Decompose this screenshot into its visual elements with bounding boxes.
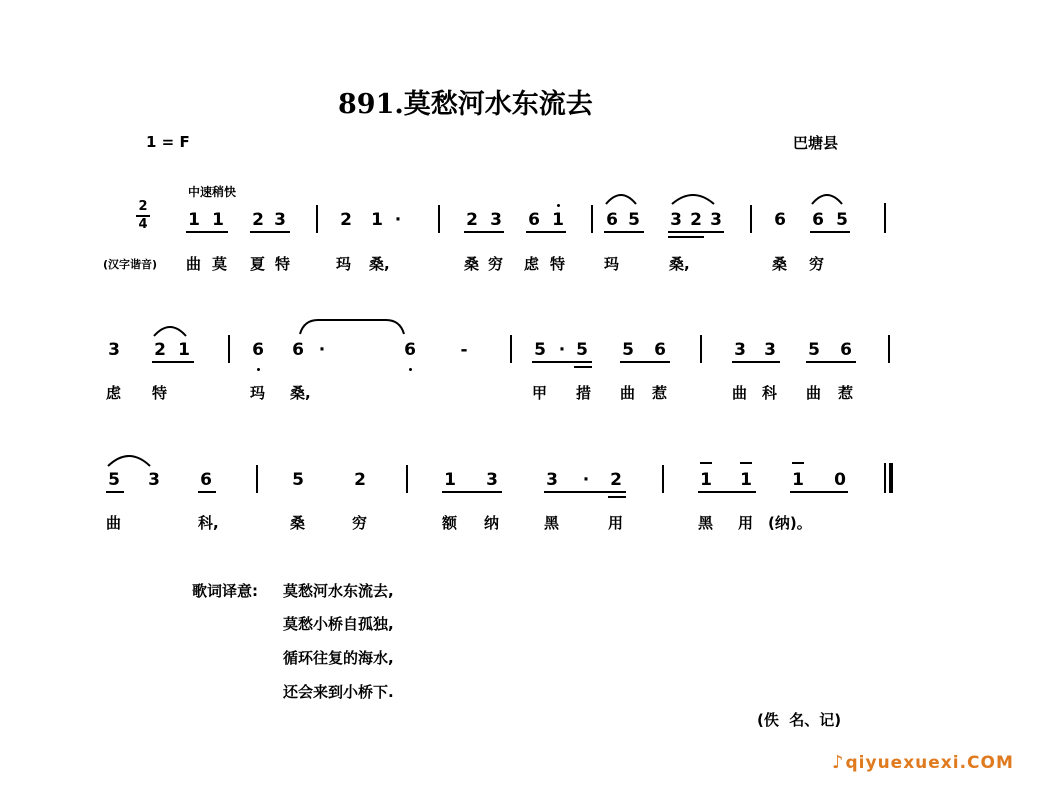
lyric: 曲: [186, 255, 202, 273]
note: 6: [812, 210, 824, 230]
bar-line: [316, 205, 318, 233]
lyric: 桑: [290, 514, 306, 532]
note: 3: [546, 470, 558, 490]
lyric: (纳)。: [768, 514, 812, 532]
time-signature: [136, 200, 150, 232]
note: 5: [836, 210, 848, 230]
note: 6: [840, 340, 852, 360]
note: 1: [371, 210, 383, 230]
note: 1: [444, 470, 456, 490]
note: 2: [354, 470, 366, 490]
bar-line: [700, 335, 702, 363]
note: 3: [108, 340, 120, 360]
lyric: 特: [275, 255, 291, 273]
lyric: 额: [442, 514, 458, 532]
note: 1: [552, 210, 564, 230]
note: 3: [670, 210, 682, 230]
lyric: 穷: [352, 514, 368, 532]
page-title: 891.莫愁河水东流去: [338, 89, 593, 120]
note: 0: [834, 470, 846, 490]
lyric: 玛: [604, 255, 620, 273]
note: 2: [466, 210, 478, 230]
lyric: 桑,: [669, 255, 690, 273]
lyric: 玛: [250, 384, 266, 402]
watermark-note-icon: ♪: [832, 752, 844, 773]
lyric: 惹: [838, 384, 854, 402]
bar-line: [438, 205, 440, 233]
note: 5: [108, 470, 120, 490]
note: 3: [764, 340, 776, 360]
note: 5: [534, 340, 546, 360]
lyric: 科: [762, 384, 778, 402]
final-bar-thin: [884, 463, 886, 493]
lyric: 桑,: [290, 384, 311, 402]
lyric: 莫: [212, 255, 228, 273]
bar-line: [750, 205, 752, 233]
dot: ·: [318, 340, 326, 360]
lyric: 玛: [336, 255, 352, 273]
lyric: 措: [576, 384, 592, 402]
lyric: 科,: [198, 514, 219, 532]
note: 3: [148, 470, 160, 490]
watermark-logo: [832, 752, 1014, 773]
rest-dash: -: [460, 340, 468, 360]
bar-line: [884, 203, 886, 233]
watermark-text: qiyuexuexi.COM: [845, 752, 1014, 773]
bar-line: [591, 205, 593, 233]
lyric: 用: [608, 514, 624, 532]
attribution: (佚 名、记): [757, 711, 842, 729]
note: 1: [740, 470, 752, 490]
note: 5: [576, 340, 588, 360]
lyric: 穷: [488, 255, 504, 273]
note: 1: [188, 210, 200, 230]
lyric: 曲: [732, 384, 748, 402]
time-signature-bottom: 4: [138, 217, 148, 232]
note: 6: [528, 210, 540, 230]
note: 2: [154, 340, 166, 360]
note: 6: [404, 340, 416, 360]
note: 6: [774, 210, 786, 230]
lyric: 桑: [772, 255, 788, 273]
note: 5: [622, 340, 634, 360]
lyric: 夏: [250, 255, 266, 273]
bar-line: [256, 465, 258, 493]
note: 5: [628, 210, 640, 230]
translation-label: 歌词译意:: [192, 582, 258, 600]
lyric: 纳: [484, 514, 500, 532]
lyric: 曲: [620, 384, 636, 402]
time-signature-top: 2: [138, 199, 148, 214]
translation-line: 莫愁小桥自孤独,: [283, 615, 394, 633]
lyric: 桑,: [369, 255, 390, 273]
key-signature: 1 = F: [146, 133, 190, 151]
final-bar-thick: [889, 463, 893, 493]
note: 3: [710, 210, 722, 230]
note: 1: [178, 340, 190, 360]
lyric: 穷: [809, 255, 825, 273]
note: 5: [808, 340, 820, 360]
note: 1: [700, 470, 712, 490]
note: 6: [200, 470, 212, 490]
lyric: 黑: [698, 514, 714, 532]
lyric: 虑: [106, 384, 122, 402]
note: 3: [490, 210, 502, 230]
lyric: 惹: [652, 384, 668, 402]
bar-line: [662, 465, 664, 493]
note: 3: [734, 340, 746, 360]
lyrics-label: (汉字谐音): [103, 258, 158, 271]
translation-line: 循环往复的海水,: [283, 649, 394, 667]
translation-line: 还会来到小桥下.: [283, 683, 394, 701]
note: 2: [252, 210, 264, 230]
translation-line: 莫愁河水东流去,: [283, 582, 394, 600]
note: 3: [274, 210, 286, 230]
lyric: 虑: [524, 255, 540, 273]
bar-line: [888, 335, 890, 363]
note: 5: [292, 470, 304, 490]
note: 6: [606, 210, 618, 230]
lyric: 特: [550, 255, 566, 273]
dot: ·: [558, 340, 566, 360]
dot: ·: [394, 210, 402, 230]
note: 1: [212, 210, 224, 230]
tempo-marking: 中速稍快: [188, 185, 237, 199]
region-label: 巴塘县: [793, 134, 839, 152]
lyric: 桑: [464, 255, 480, 273]
lyric: 黑: [544, 514, 560, 532]
note: 6: [252, 340, 264, 360]
note: 1: [792, 470, 804, 490]
note: 2: [340, 210, 352, 230]
note: 2: [690, 210, 702, 230]
note: 3: [486, 470, 498, 490]
note: 6: [654, 340, 666, 360]
bar-line: [510, 335, 512, 363]
lyric: 用: [738, 514, 754, 532]
lyric: 曲: [806, 384, 822, 402]
bar-line: [228, 335, 230, 363]
bar-line: [406, 465, 408, 493]
lyric: 特: [152, 384, 168, 402]
lyric: 甲: [532, 384, 548, 402]
lyric: 曲: [106, 514, 122, 532]
note: 2: [610, 470, 622, 490]
note: 6: [292, 340, 304, 360]
dot: ·: [582, 470, 590, 490]
